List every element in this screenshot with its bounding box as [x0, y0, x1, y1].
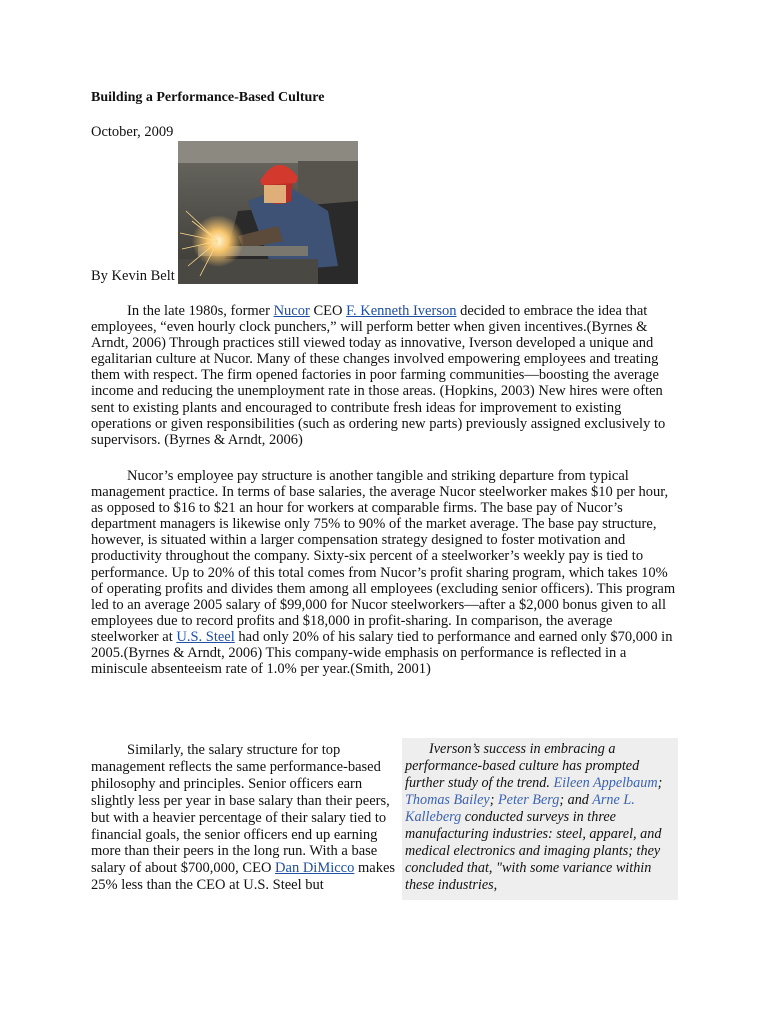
link-eileen-appelbaum[interactable]: Eileen Appelbaum — [553, 775, 658, 791]
link-peter-berg[interactable]: Peter Berg — [498, 792, 560, 808]
link-f-kenneth-iverson[interactable]: F. Kenneth Iverson — [346, 303, 457, 319]
welder-photo — [178, 141, 358, 284]
paragraph-2: Nucor’s employee pay structure is another tangible and striking departure from typical management practice. In terms of base salaries, the average Nucor steelworker makes $10 per hour, as opposed to $16 to $21 an hour for workers at comparable firms. The base pay of Nucor’s department managers is likewise only 75% to 90% of the market average. The base pay structure, however, is situated within a larger compensation strategy designed to foster motivation and productivity throughout the company. Sixty-six percent of a steelworker’s weekly pay is tied to performance. Up to 20% of this total comes from Nucor’s profit sharing program, which takes 10% of operating profits and divides them among all employees (excluding senior officers). This program led to an average 2005 salary of $99,000 for Nucor steelworkers—after a $2,000 bonus given to all employees due to record profits and $18,000 in profit-sharing. In comparison, the average steelworker at U.S. Steel had only 20% of his salary tied to performance and earned only $70,000 in 2005.(Byrnes & Arndt, 2006) This company-wide emphasis on performance is reflected in a miniscule absenteeism rate of 1.0% per year.(Smith, 2001) — [91, 468, 676, 678]
link-us-steel[interactable]: U.S. Steel — [176, 628, 235, 645]
paragraph-3: Similarly, the salary structure for top management reflects the same performance-based philosophy and principles. Senior officers earn slightly less per year in base salary than their peers, but with a heavier percentage of their salary tied to financial goals, the senior officers end up earning more than their peers in the long run. With a base salary of about $700,000, CEO Dan DiMicco makes 25% less than the CEO at U.S. Steel but — [91, 742, 396, 894]
article-title: Building a Performance-Based Culture — [91, 90, 325, 105]
link-arne-kalleberg[interactable]: Arne L. Kalleberg — [405, 792, 635, 825]
article-byline: By Kevin Belt — [91, 268, 175, 284]
paragraph-1: In the late 1980s, former Nucor CEO F. Kenneth Iverson decided to embrace the idea that employees, “even hourly clock punchers,” will perform better when given incentives.(Byrnes & Arndt, 2006) Through practices still viewed today as innovative, Iverson developed a unique and egalitarian culture at Nucor. Many of these changes involved empowering employees and treating them with respect. The firm opened factories in poor farming communities—boosting the average income and reducing the unemployment rate in those areas. (Hopkins, 2003) New hires were often sent to existing plants and encouraged to contribute fresh ideas for improvement to existing operations or given responsibilities (such as ordering new parts) previously assigned exclusively to supervisors. (Byrnes & Arndt, 2006) — [91, 303, 666, 448]
link-nucor[interactable]: Nucor — [273, 303, 310, 319]
sidebar-quote: Iverson’s success in embracing a performance-based culture has prompted further study of the trend. Eileen Appelbaum; Thomas Bailey; Peter Berg; and Arne L. Kalleberg conducted surveys in three manufacturing industries: steel, apparel, and medical electronics and imaging plants; they concluded that, "with some variance within these industries, — [402, 738, 678, 900]
link-thomas-bailey[interactable]: Thomas Bailey — [405, 792, 490, 808]
link-dan-dimicco[interactable]: Dan DiMicco — [275, 860, 355, 877]
article-date: October, 2009 — [91, 124, 174, 140]
